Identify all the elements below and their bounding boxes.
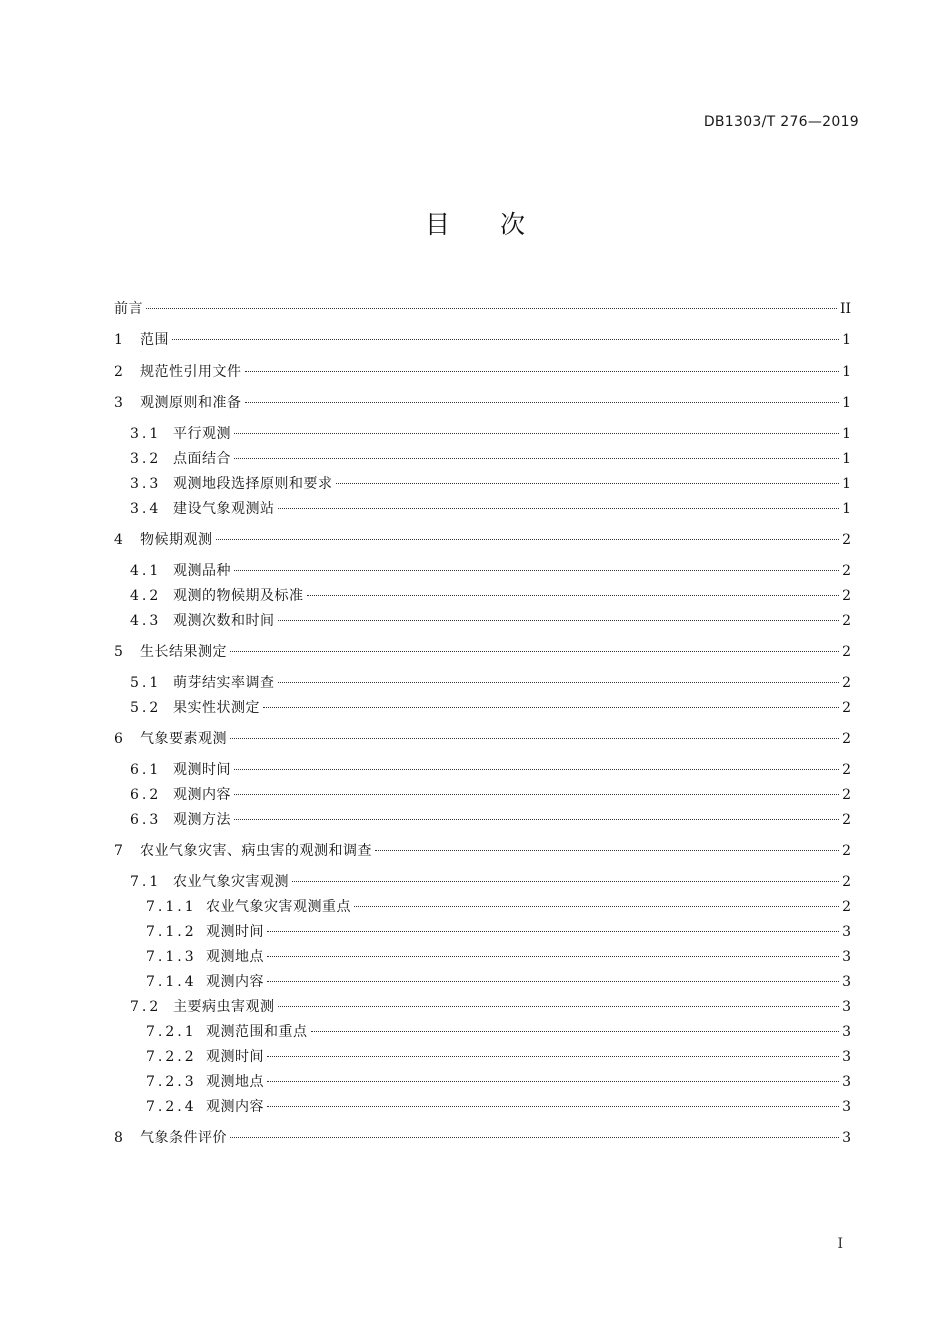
toc-entry-page: 2: [842, 563, 851, 579]
toc-entry-page: 1: [842, 501, 851, 517]
toc-entry[interactable]: [114, 472, 851, 496]
toc-entry-page: 3: [842, 1099, 851, 1115]
toc-entry-page: 1: [842, 426, 851, 442]
toc-leader-dots: [354, 906, 839, 907]
toc-entry-page: 2: [842, 762, 851, 778]
toc-entry[interactable]: [114, 640, 851, 664]
toc-entry[interactable]: [114, 696, 851, 720]
toc-entry-number: 7.2.1: [146, 1024, 197, 1040]
toc-entry[interactable]: [114, 808, 851, 832]
toc-entry-number: 3.2: [130, 451, 162, 467]
toc-entry[interactable]: [114, 584, 851, 608]
toc-entry-page: 2: [842, 787, 851, 803]
toc-title-char-2: 次: [500, 210, 526, 239]
toc-leader-dots: [278, 508, 840, 509]
toc-leader-dots: [245, 402, 840, 403]
toc-entry-number: 2: [114, 364, 126, 380]
toc-title-char-1: 目: [424, 210, 450, 239]
toc-entry[interactable]: [114, 895, 851, 919]
toc-leader-dots: [234, 769, 839, 770]
toc-entry-page: 1: [842, 364, 851, 380]
toc-leader-dots: [375, 850, 839, 851]
toc-leader-dots: [216, 539, 840, 540]
toc-entry-title: 观测时间: [173, 762, 231, 778]
toc-entry-title: 点面结合: [173, 451, 231, 467]
toc-entry-title: 物候期观测: [140, 532, 213, 548]
toc-entry-page: 1: [842, 451, 851, 467]
document-code: DB1303/T 276—2019: [703, 114, 859, 130]
toc-leader-dots: [311, 1031, 840, 1032]
toc-entry-title: 农业气象灾害观测: [173, 874, 289, 890]
toc-leader-dots: [230, 651, 839, 652]
toc-leader-dots: [267, 1081, 839, 1082]
toc-entry[interactable]: [114, 671, 851, 695]
toc-entry-number: 1: [114, 332, 126, 348]
toc-leader-dots: [234, 433, 839, 434]
toc-entry-title: 观测时间: [206, 1049, 264, 1065]
toc-entry-number: 3.4: [130, 501, 162, 517]
toc-entry-number: 5: [114, 644, 126, 660]
toc-entry-number: 6.1: [130, 762, 162, 778]
toc-entry[interactable]: [114, 870, 851, 894]
toc-entry-title: 气象条件评价: [140, 1130, 227, 1146]
toc-entry[interactable]: [114, 447, 851, 471]
toc-entry-title: 观测的物候期及标准: [173, 588, 304, 604]
toc-entry-page: 3: [842, 999, 851, 1015]
toc-leader-dots: [263, 707, 839, 708]
toc-entry-page: 2: [842, 812, 851, 828]
toc-entry-title: 观测时间: [206, 924, 264, 940]
toc-entry-page: 2: [842, 874, 851, 890]
toc-leader-dots: [278, 682, 840, 683]
toc-entry[interactable]: [114, 970, 851, 994]
toc-entry-title: 观测地点: [206, 1074, 264, 1090]
page-number: I: [837, 1236, 843, 1252]
toc-leader-dots: [234, 794, 839, 795]
toc-entry-number: 3.1: [130, 426, 162, 442]
toc-entry-title: 观测内容: [206, 974, 264, 990]
toc-leader-dots: [267, 956, 839, 957]
toc-entry-page: 3: [842, 1024, 851, 1040]
toc-entry-page: 3: [842, 924, 851, 940]
toc-entry[interactable]: [114, 609, 851, 633]
toc-entry-page: 3: [842, 974, 851, 990]
toc-entry-page: 3: [842, 949, 851, 965]
toc-entry-page: 1: [842, 395, 851, 411]
toc-entry-number: 5.2: [130, 700, 162, 716]
toc-entry-number: 8: [114, 1130, 126, 1146]
toc-entry[interactable]: [114, 1045, 851, 1069]
toc-leader-dots: [278, 1006, 840, 1007]
toc-entry-number: 7.1: [130, 874, 162, 890]
toc-entry-title: 主要病虫害观测: [173, 999, 275, 1015]
toc-leader-dots: [172, 339, 839, 340]
toc-entry-title: 范围: [140, 332, 169, 348]
toc-entry[interactable]: [114, 758, 851, 782]
toc-entry[interactable]: [114, 839, 851, 863]
toc-entry-page: 2: [842, 613, 851, 629]
toc-entry-page: 2: [842, 588, 851, 604]
toc-entry[interactable]: [114, 559, 851, 583]
toc-leader-dots: [245, 371, 840, 372]
toc-entry-page: 1: [842, 332, 851, 348]
toc-entry-number: 6.2: [130, 787, 162, 803]
toc-entry-number: 7.2.3: [146, 1074, 197, 1090]
toc-title: [0, 205, 950, 241]
toc-entry-number: 7.2: [130, 999, 162, 1015]
toc-entry-title: 观测地段选择原则和要求: [173, 476, 333, 492]
toc-leader-dots: [230, 1137, 839, 1138]
toc-entry-page: 2: [842, 700, 851, 716]
toc-entry-page: 2: [842, 532, 851, 548]
toc-entry-title: 观测内容: [173, 787, 231, 803]
toc-entry-title: 建设气象观测站: [173, 501, 275, 517]
toc-entry[interactable]: [114, 297, 851, 321]
toc-entry-page: 2: [842, 644, 851, 660]
toc-entry-page: 3: [842, 1130, 851, 1146]
toc-entry-title: 前言: [114, 301, 143, 317]
toc-leader-dots: [234, 458, 839, 459]
toc-leader-dots: [292, 881, 839, 882]
toc-entry-title: 观测次数和时间: [173, 613, 275, 629]
toc-entry[interactable]: [114, 1095, 851, 1119]
toc-leader-dots: [307, 595, 840, 596]
toc-leader-dots: [278, 620, 840, 621]
toc-entry-page: 1: [842, 476, 851, 492]
toc-leader-dots: [230, 738, 839, 739]
toc-entry-number: 4.2: [130, 588, 162, 604]
toc-entry-title: 果实性状测定: [173, 700, 260, 716]
toc-entry-number: 7: [114, 843, 126, 859]
toc-entry-number: 6.3: [130, 812, 162, 828]
toc-entry-title: 规范性引用文件: [140, 364, 242, 380]
toc-entry-page: 2: [842, 675, 851, 691]
toc-entry-title: 萌芽结实率调查: [173, 675, 275, 691]
toc-entry-title: 观测品种: [173, 563, 231, 579]
toc-entry[interactable]: [114, 1020, 851, 1044]
toc-entry[interactable]: [114, 328, 851, 352]
toc-entry-number: 4.3: [130, 613, 162, 629]
toc-entry-page: 3: [842, 1074, 851, 1090]
toc-entry[interactable]: [114, 391, 851, 415]
toc-leader-dots: [267, 1056, 839, 1057]
toc-entry-number: 3.3: [130, 476, 162, 492]
toc-entry-title: 观测方法: [173, 812, 231, 828]
toc-entry-number: 7.1.4: [146, 974, 197, 990]
toc-entry[interactable]: [114, 1126, 851, 1150]
toc-leader-dots: [267, 1106, 839, 1107]
toc-entry-number: 4: [114, 532, 126, 548]
toc-entry-page: II: [839, 301, 851, 317]
toc-entry[interactable]: [114, 727, 851, 751]
toc-entry-title: 气象要素观测: [140, 731, 227, 747]
toc-leader-dots: [146, 308, 837, 309]
toc-leader-dots: [336, 483, 840, 484]
toc-entry-title: 观测内容: [206, 1099, 264, 1115]
toc-entry-number: 5.1: [130, 675, 162, 691]
toc-entry-number: 7.1.3: [146, 949, 197, 965]
toc-entry[interactable]: [114, 1070, 851, 1094]
toc-entry-title: 观测原则和准备: [140, 395, 242, 411]
toc-entry-page: 2: [842, 731, 851, 747]
toc-entry-title: 农业气象灾害、病虫害的观测和调查: [140, 843, 372, 859]
toc-entry-title: 农业气象灾害观测重点: [206, 899, 351, 915]
toc-entry-number: 3: [114, 395, 126, 411]
toc-entry[interactable]: [114, 422, 851, 446]
toc-entry-title: 观测地点: [206, 949, 264, 965]
toc-entry[interactable]: [114, 783, 851, 807]
toc-entry[interactable]: [114, 920, 851, 944]
toc-leader-dots: [234, 819, 839, 820]
toc-entry-number: 7.1.1: [146, 899, 197, 915]
toc-entry-page: 2: [842, 843, 851, 859]
toc-entry[interactable]: [114, 528, 851, 552]
toc-entry-number: 7.1.2: [146, 924, 197, 940]
toc-entry-number: 6: [114, 731, 126, 747]
toc-entry-number: 7.2.2: [146, 1049, 197, 1065]
toc-entry-number: 7.2.4: [146, 1099, 197, 1115]
toc-entry-title: 生长结果测定: [140, 644, 227, 660]
toc-entry[interactable]: [114, 360, 851, 384]
toc-entry-page: 3: [842, 1049, 851, 1065]
toc-entry-title: 平行观测: [173, 426, 231, 442]
toc-entry-title: 观测范围和重点: [206, 1024, 308, 1040]
toc-entry[interactable]: [114, 995, 851, 1019]
toc-leader-dots: [234, 570, 839, 571]
toc-entry-number: 4.1: [130, 563, 162, 579]
toc-entry[interactable]: [114, 497, 851, 521]
toc-leader-dots: [267, 931, 839, 932]
toc-entry[interactable]: [114, 945, 851, 969]
toc-leader-dots: [267, 981, 839, 982]
toc-entry-page: 2: [842, 899, 851, 915]
